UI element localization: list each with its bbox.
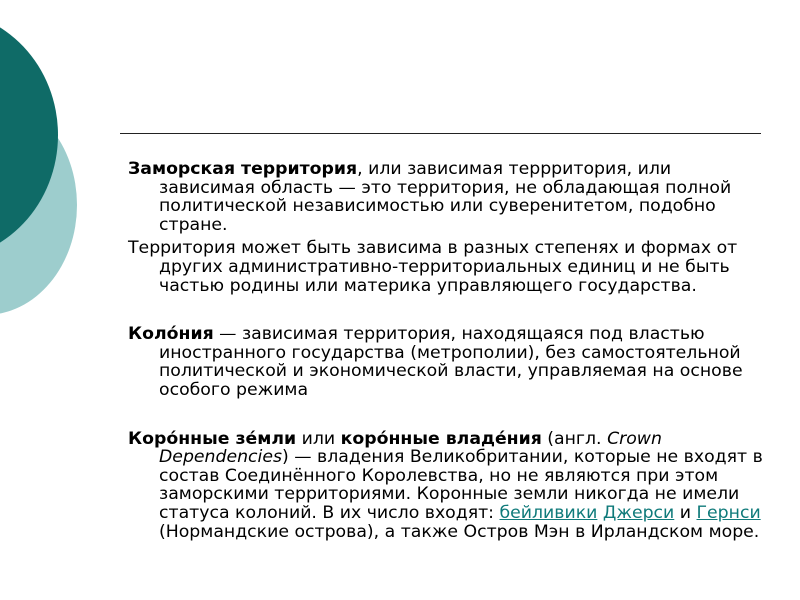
paragraph-colony [128,325,768,399]
definition-colony: — зависимая территория, находящаяся под властью иностранного государства (метрополии), без самостоятельной политической и экономической власти, управляемая на основе особого режима [159,324,743,400]
text-dependency-degrees: Территория может быть зависима в разных степенях и формах от других административно-территориальных единиц и не быть частью родины или материка управляющего государства. [128,238,738,296]
english-term-crown-dependencies: Crown Dependencies [159,428,662,468]
slide-body [128,160,768,541]
link-bailiwicks[interactable]: бейливики [499,502,598,523]
title-divider-line [120,133,761,134]
term-overseas-territory: Заморская территория [128,159,358,179]
definition-overseas-territory: , или зависимая террритория, или зависимая область — это территория, не обладающая полной политической независимостью или суверенитетом, подобно стране. [159,159,732,235]
paragraph-crown-dependencies [128,430,768,542]
connector-and: и [674,502,697,523]
term-crown-lands: Коро́нные зе́мли [128,428,297,449]
dark-teal-circle [0,10,58,260]
light-teal-circle [0,95,77,315]
term-crown-possessions: коро́нные владе́ния [340,428,542,449]
paragraph-dependency-degrees [128,239,768,295]
paragraph-overseas-territory [128,160,768,234]
text-english-prefix: (англ. [541,428,608,449]
link-guernsey[interactable]: Гернси [696,502,761,523]
definition-crown-dependencies: ) — владения Великобритании, которые не входят в состав Соединённого Королевства, но не являются при этом заморскими территориями. Коронные земли никогда не имели статуса колоний. В их число входят: [159,447,763,523]
text-channel-islands: (Нормандские острова), а также Остров Мэн в Ирландском море. [159,521,760,542]
link-jersey[interactable]: Джерси [602,502,675,523]
connector-or: или [296,428,341,449]
term-colony: Коло́ния [128,324,214,345]
